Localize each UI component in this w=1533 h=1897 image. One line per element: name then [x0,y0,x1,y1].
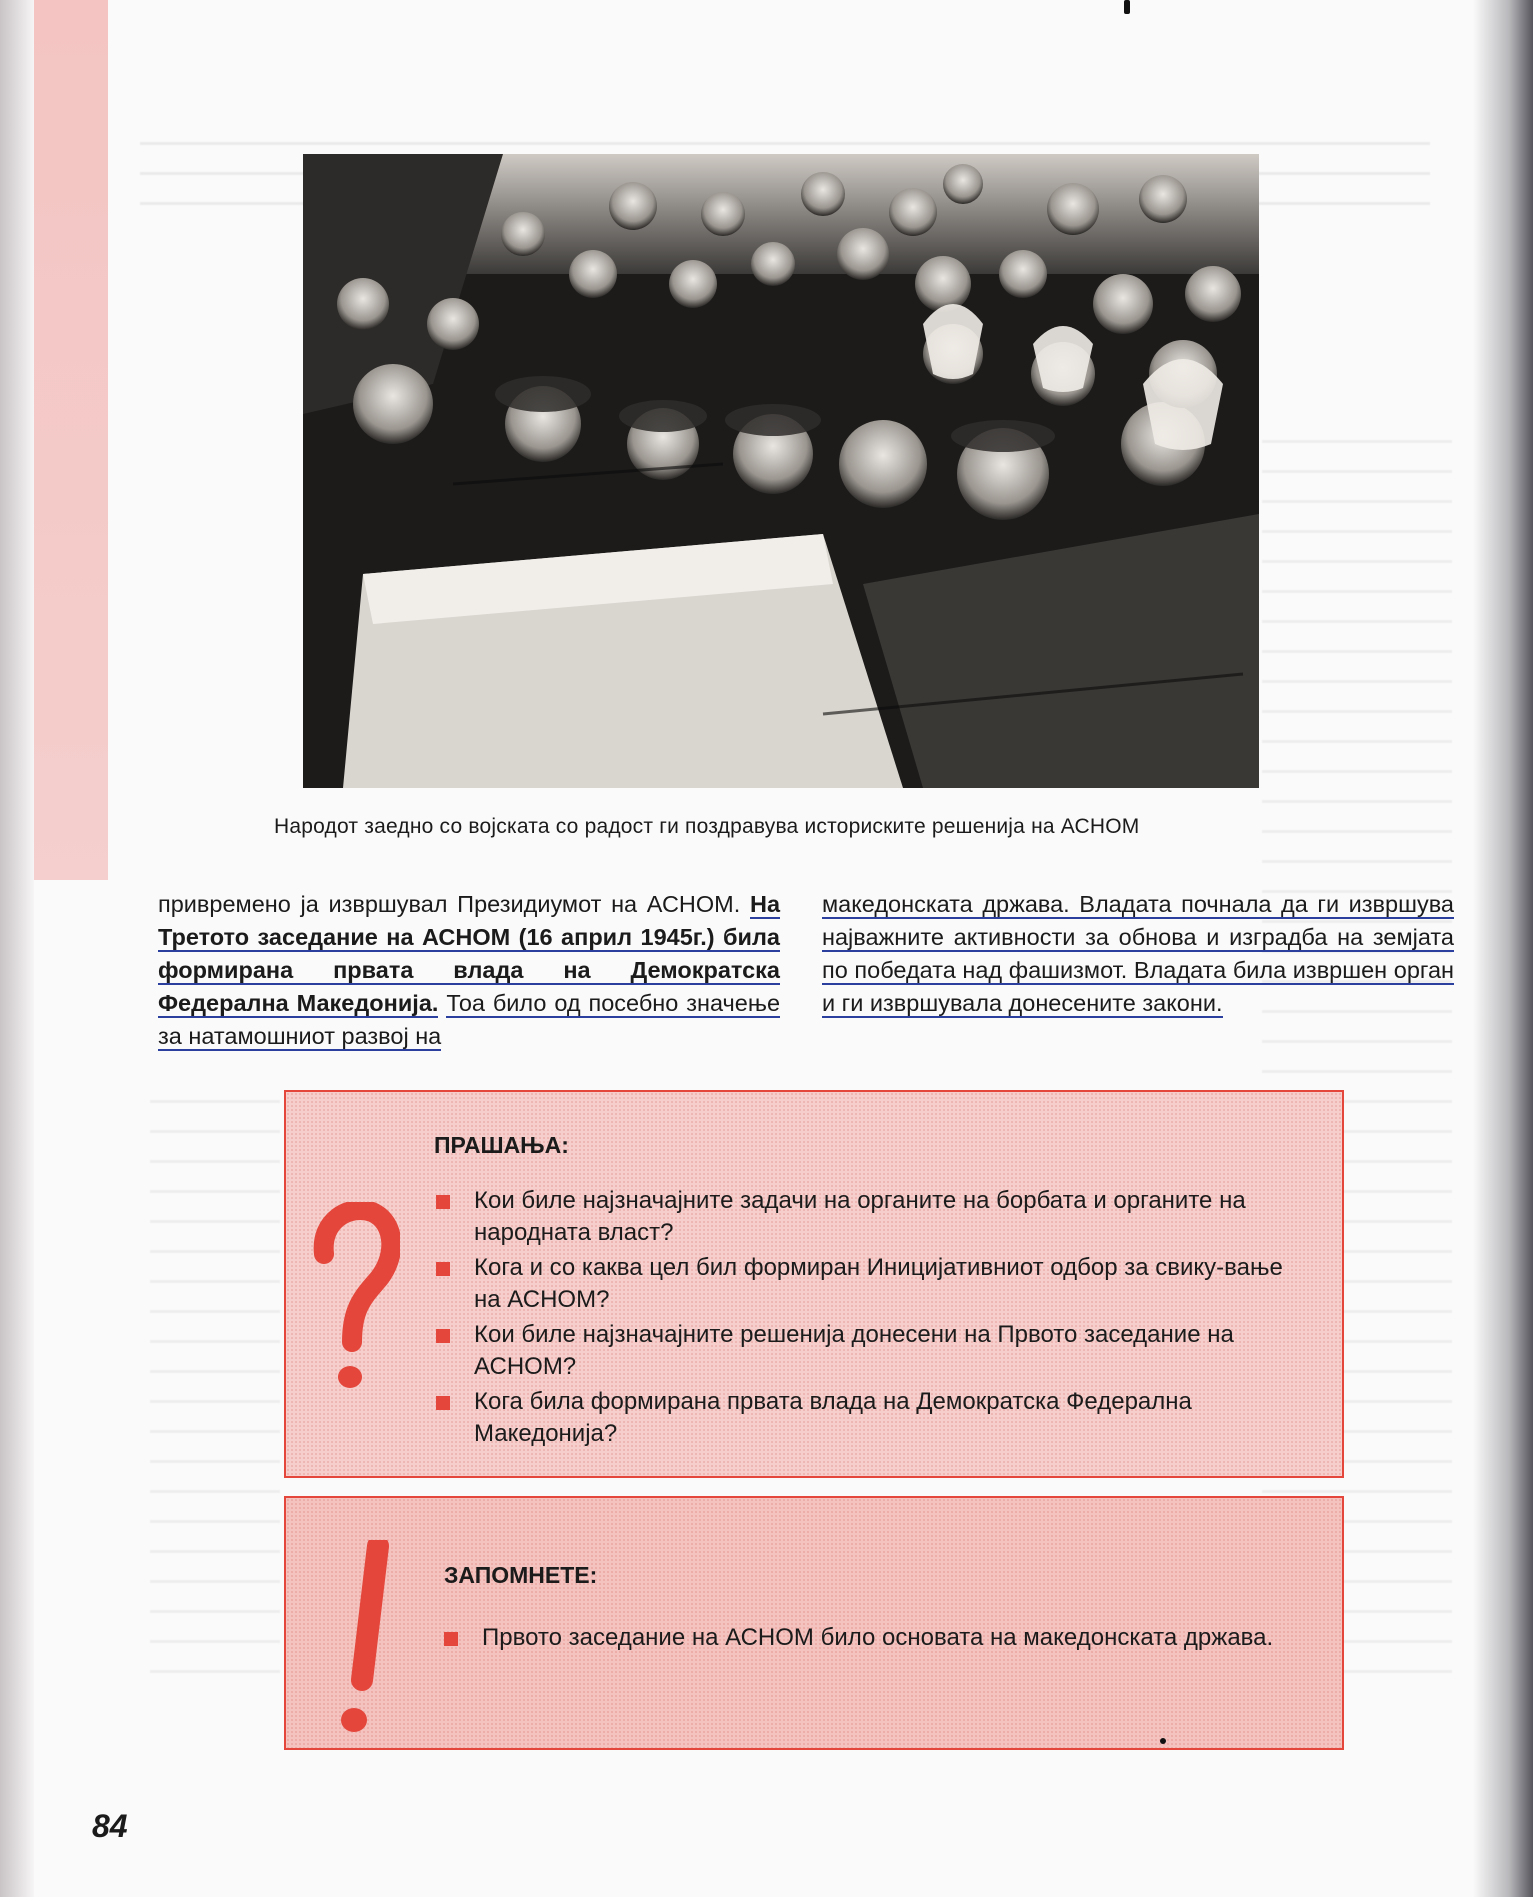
book-spine-shadow [1473,0,1533,1897]
questions-list [436,1185,1316,1453]
square-bullet-icon [436,1195,450,1209]
crowd-photo-illustration [303,154,1259,788]
left-intro-text: привремено ја извршувал Президиумот на АСНОМ. [158,891,741,917]
page-number: 84 [92,1808,128,1844]
page-edge [0,0,34,1897]
print-speck [1124,0,1130,14]
print-speck [1160,1738,1166,1744]
remember-list [444,1622,1304,1657]
right-text-column [822,888,1454,1020]
square-bullet-icon [444,1632,458,1646]
remember-box [284,1496,1344,1750]
question-mark-icon [310,1202,400,1397]
square-bullet-icon [436,1329,450,1343]
right-body-text: македонската држава. Владата почнала да ги извршува најважните активности за обнова и изградба на земјата по победата над фашизмот. Владата била извршен орган и ги извршувала донесените закони. [822,891,1454,1016]
question-item: Кога била формирана првата влада на Демократска Федерална Македонија? [436,1386,1316,1450]
question-item: Кога и со каква цел бил формиран Иницијативниот одбор за свику-вање на АСНОМ? [436,1252,1316,1316]
remember-item: Првото заседание на АСНОМ било основата на македонската држава. [444,1622,1304,1654]
questions-title: ПРАШАЊА: [434,1132,569,1158]
square-bullet-icon [436,1262,450,1276]
remember-title: ЗАПОМНЕТЕ: [444,1562,598,1588]
left-tail-text: Тоа било од посебно значење за натамошниот развој на [158,990,781,1049]
decorative-side-band [34,0,108,880]
bleed-through-left [150,1100,280,1700]
exclamation-mark-icon [316,1540,396,1745]
square-bullet-icon [436,1396,450,1410]
question-item: Кои биле најзначајните решенија донесени на Првото заседание на АСНОМ? [436,1319,1316,1383]
left-text-column [158,888,780,1053]
question-item: Кои биле најзначајните задачи на органите на борбата и органите на народната власт? [436,1185,1316,1249]
photo-caption: Народот заедно со војската со радост ги поздравува историските решенија на АСНОМ [274,815,1140,838]
key-fact-text: На Третото заседание на АСНОМ (16 април 1945г.) била формирана првата влада на Демократска Федерална Македонија. [158,891,781,1016]
questions-box [284,1090,1344,1478]
historical-photo [303,154,1259,788]
